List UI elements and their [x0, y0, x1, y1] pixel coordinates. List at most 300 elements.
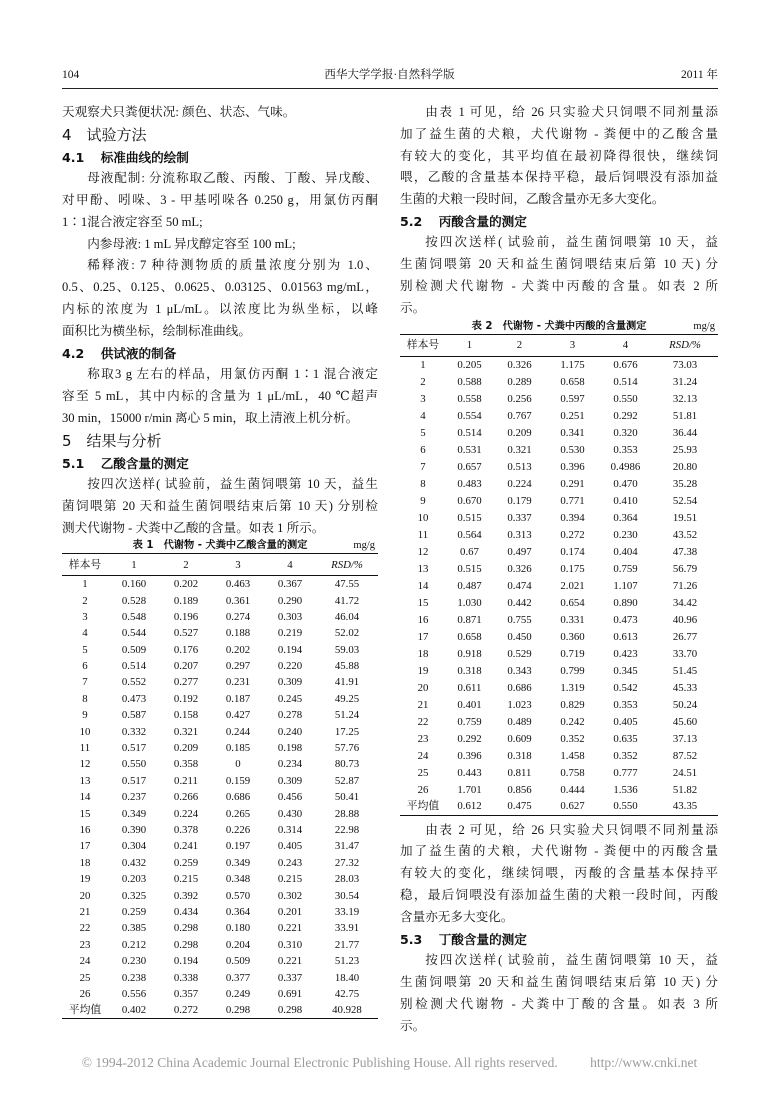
table-cell: 0.220 — [277, 660, 303, 673]
table-header-cell: RSD/% — [652, 334, 718, 356]
table-cell: 0.758 — [560, 766, 585, 779]
table-cell: 15 — [417, 596, 429, 609]
section-number: 4 — [62, 125, 72, 144]
table-cell: 0.234 — [277, 758, 303, 771]
text-line: 测犬代谢物 - 犬粪中乙酸的含量。如表 1 所示。 — [62, 520, 325, 535]
table-cell: 0.442 — [507, 596, 532, 609]
subsection-heading — [400, 211, 718, 233]
table-cell: 2 — [420, 375, 426, 388]
table-cell: 0.613 — [613, 630, 638, 643]
table-cell: 31.47 — [334, 840, 360, 853]
text-line: 稳，最后饲喂没有添加益生菌的犬粮一段时间，丙酸 — [400, 888, 718, 903]
table-cell: 22 — [79, 922, 91, 935]
table-header-cell: 2 — [493, 334, 546, 356]
table-cell: 0.318 — [507, 749, 532, 762]
table-cell: 0.197 — [225, 840, 251, 853]
table-cell: 0.402 — [108, 1002, 160, 1018]
table-cell: 15 — [79, 807, 91, 820]
table-row — [62, 887, 378, 903]
table-cell: 0.272 — [560, 528, 585, 541]
page-number: 104 — [62, 69, 80, 81]
table-cell: 46.04 — [334, 610, 360, 623]
table-cell: 0.527 — [173, 627, 199, 640]
table-cell: 0.326 — [507, 358, 532, 371]
table-cell: 0.240 — [277, 725, 303, 738]
table-cell: 33.70 — [672, 647, 698, 660]
table-cell: 0.423 — [613, 647, 638, 660]
table-cell: 37.13 — [672, 732, 698, 745]
table-cell: 0.194 — [277, 643, 303, 656]
table-header-cell: RSD/% — [316, 554, 378, 576]
table-caption-text: 表 1 代谢物 - 犬粪中乙酸含量的测定 — [132, 540, 308, 552]
table-cell: 0.189 — [173, 594, 199, 607]
table-row — [400, 713, 718, 730]
table-cell: 1.030 — [457, 596, 482, 609]
table-cell: 0.202 — [173, 578, 199, 591]
table-cell: 26 — [79, 987, 91, 1000]
table-cell: 0.349 — [121, 807, 147, 820]
table-cell: 0.474 — [507, 579, 532, 592]
table-cell: 36.44 — [672, 426, 698, 439]
table-cell: 42.75 — [334, 987, 360, 1000]
table-row — [62, 871, 378, 887]
table-cell: 0.676 — [613, 358, 638, 371]
table-row — [62, 822, 378, 838]
table-row — [400, 373, 718, 390]
table-cell: 3 — [82, 610, 88, 623]
table-cell: 41.91 — [334, 676, 360, 689]
table-cell: 25.93 — [672, 443, 698, 456]
table-cell: 0.353 — [613, 698, 638, 711]
table-cell: 50.24 — [672, 698, 698, 711]
table-cell: 0.158 — [173, 709, 199, 722]
table-caption-text: 表 2 代谢物 - 犬粪中丙酸的含量测定 — [471, 320, 647, 332]
table-cell: 0.320 — [613, 426, 638, 439]
table-row — [400, 696, 718, 713]
text-line: 喂，乙酸的含量基本保持平稳，最后饲喂没有添加益 — [400, 170, 718, 185]
table-cell: 7 — [82, 676, 88, 689]
subsection-number: 5.2 — [400, 213, 423, 229]
table-cell: 0.298 — [264, 1002, 316, 1018]
table-cell: 0.394 — [560, 511, 585, 524]
paragraph — [400, 950, 718, 1037]
table-cell: 47.55 — [334, 578, 360, 591]
table-header-cell: 1 — [108, 554, 160, 576]
table-header-cell: 2 — [160, 554, 212, 576]
table-cell: 3 — [420, 392, 426, 405]
table-cell: 0.427 — [225, 709, 251, 722]
table-cell: 0.215 — [277, 873, 303, 886]
table-cell: 0.410 — [613, 494, 638, 507]
table-cell: 50.41 — [334, 791, 360, 804]
table-cell: 0.224 — [507, 477, 532, 490]
table-cell: 0.799 — [560, 664, 585, 677]
table-row — [62, 740, 378, 756]
table-cell: 1.175 — [560, 358, 585, 371]
table-cell: 0.321 — [507, 443, 532, 456]
text-line: 加了益生菌的犬粮，犬代谢物 - 粪便中的乙酸含量 — [400, 126, 718, 141]
table-row — [62, 674, 378, 690]
table-cell: 18.40 — [334, 971, 360, 984]
table-cell: 0.456 — [277, 791, 303, 804]
table-cell: 1 — [82, 578, 88, 591]
table-cell: 0.529 — [507, 647, 532, 660]
table-header-row — [62, 554, 378, 576]
table-cell: 0.367 — [277, 578, 303, 591]
table-cell: 0.463 — [225, 578, 251, 591]
table-row — [62, 920, 378, 936]
footer-copyright: © 1994-2012 China Academic Journal Electronic Publishing House. All rights reserved. — [81, 1055, 558, 1070]
paragraph — [62, 474, 378, 539]
table-cell: 0.194 — [173, 955, 199, 968]
table-cell: 0.597 — [560, 392, 585, 405]
table-unit: mg/g — [353, 540, 375, 552]
table-cell: 0.530 — [560, 443, 585, 456]
table-row — [400, 611, 718, 628]
table-cell: 0.298 — [173, 938, 199, 951]
header-rule — [62, 88, 718, 89]
table-head — [400, 334, 718, 356]
table-row — [400, 747, 718, 764]
right-column — [400, 102, 718, 1037]
table-cell: 10 — [417, 511, 429, 524]
table-row — [62, 937, 378, 953]
table-cell: 52.54 — [672, 494, 698, 507]
table-cell: 13 — [79, 774, 91, 787]
text-line: 示。 — [400, 300, 426, 315]
table-cell: 0.243 — [277, 856, 303, 869]
table-cell: 23 — [417, 732, 429, 745]
text-line: 有较大的变化，其平均值在最初降得很快，继续饲 — [400, 148, 718, 163]
paragraph — [62, 255, 378, 342]
subsection-title: 标准曲线的绘制 — [100, 149, 189, 165]
subsection-number: 4.1 — [62, 149, 85, 165]
table-cell: 73.03 — [672, 358, 698, 371]
table-cell: 0.517 — [121, 774, 147, 787]
table-row — [62, 658, 378, 674]
table-row — [400, 492, 718, 509]
table-cell: 0.829 — [560, 698, 585, 711]
table-cell: 0.890 — [613, 596, 638, 609]
table-cell: 0.552 — [121, 676, 147, 689]
text-line: 按四次送样( 试验前，益生菌饲喂第 10 天，益生 — [87, 477, 378, 492]
table-cell: 0.432 — [121, 856, 147, 869]
table-cell: 0.259 — [121, 905, 147, 918]
table-cell: 6 — [82, 660, 88, 673]
table-cell: 0.497 — [507, 545, 532, 558]
table-cell: 0.179 — [507, 494, 532, 507]
table-cell: 0.204 — [225, 938, 251, 951]
journal-title: 西华大学学报·自然科学版 — [324, 69, 455, 81]
table-cell: 49.25 — [334, 692, 360, 705]
subsection-heading — [62, 453, 378, 475]
table-cell: 0.345 — [613, 664, 638, 677]
table-cell: 21.77 — [334, 938, 360, 951]
footer-url: http://www.cnki.net — [590, 1055, 698, 1070]
text-line: 按四次送样( 试验前，益生菌饲喂第 10 天，益 — [425, 953, 718, 968]
text-line: 称取3 g 左右的样品，用氯仿丙酮 1∶1 混合液定 — [87, 367, 378, 382]
table-cell: 0.514 — [457, 426, 482, 439]
table-cell: 0.430 — [277, 807, 303, 820]
table-cell: 0.188 — [225, 627, 251, 640]
table-caption — [400, 320, 718, 334]
table-cell: 16 — [417, 613, 429, 626]
table-cell: 0.358 — [173, 758, 199, 771]
table-header-cell: 样本号 — [400, 334, 446, 356]
table-cell: 0.205 — [457, 358, 482, 371]
table-cell: 0.187 — [225, 692, 251, 705]
table-cell: 0.231 — [225, 676, 251, 689]
table-row — [62, 609, 378, 625]
table-cell: 40.96 — [672, 613, 698, 626]
data-table — [400, 334, 718, 816]
table-cell: 0.266 — [173, 791, 199, 804]
table-cell: 41.72 — [334, 594, 360, 607]
table-cell: 59.03 — [334, 643, 360, 656]
table-row — [400, 662, 718, 679]
table-cell: 平均值 — [400, 798, 446, 815]
table-cell: 0.475 — [493, 798, 546, 815]
table-cell: 0.759 — [613, 562, 638, 575]
table-cell: 0.361 — [225, 594, 251, 607]
text-line: 内标的浓度为 1 μL/mL。以浓度比为纵坐标，以峰 — [62, 302, 378, 317]
table-cell: 0.277 — [173, 676, 199, 689]
table-cell: 0.338 — [173, 971, 199, 984]
table-cell: 0.514 — [613, 375, 638, 388]
table-cell: 0.244 — [225, 725, 251, 738]
table-cell: 0.759 — [457, 715, 482, 728]
table-cell: 0.274 — [225, 610, 251, 623]
left-column — [62, 102, 378, 1019]
table-cell: 0.544 — [121, 627, 147, 640]
table-cell: 0.396 — [560, 460, 585, 473]
table-cell: 0.313 — [507, 528, 532, 541]
table-cell: 0.230 — [121, 955, 147, 968]
table-row — [62, 642, 378, 658]
table-cell: 87.52 — [672, 749, 698, 762]
subsection-number: 5.1 — [62, 455, 85, 471]
table-cell: 0.918 — [457, 647, 482, 660]
table-cell: 0.221 — [277, 922, 303, 935]
table-cell: 0.196 — [173, 610, 199, 623]
table-cell: 11 — [417, 528, 429, 541]
table-cell: 0.215 — [173, 873, 199, 886]
table-row — [62, 805, 378, 821]
table-cell: 0.771 — [560, 494, 585, 507]
text-line: 按四次送样( 试验前，益生菌饲喂第 10 天，益 — [425, 235, 718, 250]
section-heading — [62, 430, 378, 453]
table-cell: 0.856 — [507, 783, 532, 796]
table-cell: 0.309 — [277, 676, 303, 689]
table-cell: 9 — [420, 494, 426, 507]
table-cell: 0.377 — [225, 971, 251, 984]
table-row — [400, 390, 718, 407]
table-cell: 0.202 — [225, 643, 251, 656]
table-cell: 0.297 — [225, 660, 251, 673]
table-cell: 0.588 — [457, 375, 482, 388]
table-cell: 0.767 — [507, 409, 532, 422]
page-footer — [0, 1054, 779, 1072]
table-cell: 0.242 — [560, 715, 585, 728]
table-cell: 1 — [420, 358, 426, 371]
table-cell: 0.483 — [457, 477, 482, 490]
table-cell: 8 — [420, 477, 426, 490]
table-row — [400, 475, 718, 492]
table-cell: 0.241 — [173, 840, 199, 853]
paragraph — [62, 364, 378, 429]
table-cell: 0.570 — [225, 889, 251, 902]
table-cell: 0.686 — [507, 681, 532, 694]
table-cell: 0.265 — [225, 807, 251, 820]
table-row — [400, 543, 718, 560]
subsection-heading — [62, 343, 378, 365]
table-cell: 0.755 — [507, 613, 532, 626]
text-line: 别检测犬代谢物 - 犬粪中丁酸的含量。如表 3 所 — [400, 996, 718, 1011]
table-cell: 1.023 — [507, 698, 532, 711]
table-cell: 4 — [82, 627, 88, 640]
table-row — [400, 679, 718, 696]
table-cell: 9 — [82, 709, 88, 722]
text-line: 生菌饲喂第 20 天和益生菌饲喂结束后第 10 天) 分 — [400, 974, 718, 989]
table-cell: 1.701 — [457, 783, 482, 796]
text-line: 30 min，15000 r/min 离心 5 min，取上清液上机分析。 — [62, 410, 359, 425]
table-body — [400, 356, 718, 815]
table-row — [62, 625, 378, 641]
table-row — [400, 407, 718, 424]
table-cell: 0.558 — [457, 392, 482, 405]
table-cell: 0.612 — [446, 798, 493, 815]
table-cell: 0.777 — [613, 766, 638, 779]
table-cell: 0.298 — [173, 922, 199, 935]
text-line: 0.5、0.25、0.125、0.0625、0.03125、0.01563 mg/mL， — [62, 280, 378, 295]
table-cell: 0.326 — [507, 562, 532, 575]
table-cell: 0.550 — [599, 798, 652, 815]
table-cell: 0.302 — [277, 889, 303, 902]
table-cell: 12 — [79, 758, 91, 771]
table-cell: 0.564 — [457, 528, 482, 541]
table-row — [400, 441, 718, 458]
table-cell: 0.251 — [560, 409, 585, 422]
data-table — [62, 553, 378, 1019]
table-cell: 80.73 — [334, 758, 360, 771]
text-line: 示。 — [400, 1018, 426, 1033]
table-cell: 0.385 — [121, 922, 147, 935]
table-cell: 1.107 — [613, 579, 638, 592]
table-row — [62, 953, 378, 969]
table-cell: 0.473 — [121, 692, 147, 705]
table-row — [62, 969, 378, 985]
table-cell: 0.658 — [457, 630, 482, 643]
table-row — [400, 577, 718, 594]
table-cell: 0.298 — [212, 1002, 264, 1018]
table-cell: 0.658 — [560, 375, 585, 388]
table-cell: 0.473 — [613, 613, 638, 626]
table-row — [62, 707, 378, 723]
table-cell: 0.396 — [457, 749, 482, 762]
table-cell: 51.82 — [672, 783, 698, 796]
subsection-title: 乙酸含量的测定 — [100, 455, 189, 471]
table-cell: 52.87 — [334, 774, 360, 787]
table-row — [400, 509, 718, 526]
table-cell: 20 — [417, 681, 429, 694]
text-line: 菌饲喂第 20 天和益生菌饲喂结束后第 10 天) 分别检 — [62, 498, 378, 513]
table-cell: 0.691 — [277, 987, 303, 1000]
table-cell: 21 — [79, 905, 91, 918]
table-row — [62, 691, 378, 707]
table-cell: 17.25 — [334, 725, 360, 738]
table-cell: 18 — [417, 647, 429, 660]
table-cell: 0.337 — [507, 511, 532, 524]
table-cell: 0.434 — [173, 905, 199, 918]
subsection-number: 5.3 — [400, 931, 423, 947]
table-cell: 0.230 — [613, 528, 638, 541]
table-cell: 0.352 — [613, 749, 638, 762]
table-cell: 4 — [420, 409, 426, 422]
table-cell: 17 — [79, 840, 91, 853]
table-cell: 21 — [417, 698, 429, 711]
table-cell: 0.554 — [457, 409, 482, 422]
table-cell: 0.444 — [560, 783, 585, 796]
table-cell: 0.310 — [277, 938, 303, 951]
table-cell: 0.556 — [121, 987, 147, 1000]
table-cell: 0.289 — [507, 375, 532, 388]
table-cell: 0.180 — [225, 922, 251, 935]
table-cell: 0.550 — [613, 392, 638, 405]
table-row — [62, 904, 378, 920]
table-row — [400, 798, 718, 815]
table-cell: 51.23 — [334, 955, 360, 968]
table-cell: 51.24 — [334, 709, 360, 722]
table-cell: 0.811 — [507, 766, 532, 779]
table-cell: 24.51 — [672, 766, 698, 779]
table-cell: 0.657 — [457, 460, 482, 473]
table-cell: 0.226 — [225, 824, 251, 836]
table-cell: 12 — [417, 545, 429, 558]
section-number: 5 — [62, 431, 72, 450]
table-cell: 16 — [79, 824, 91, 836]
text-line: 对甲酚、吲哚、3 - 甲基吲哚各 0.250 g，用氯仿丙酮 — [62, 193, 378, 208]
table-cell: 23 — [79, 938, 91, 951]
table-row — [400, 781, 718, 798]
subsection-title: 供试液的制备 — [100, 345, 177, 361]
table-cell: 56.79 — [672, 562, 698, 575]
table-row — [62, 592, 378, 608]
table-cell: 25 — [79, 971, 91, 984]
table-cell: 19.51 — [672, 511, 698, 524]
table-cell: 0.352 — [560, 732, 585, 745]
text-line: 母液配制: 分流称取乙酸、丙酸、丁酸、异戊酸、 — [87, 171, 378, 186]
table-cell: 51.45 — [672, 664, 698, 677]
table-cell: 0.309 — [277, 774, 303, 787]
table-cell: 0.175 — [560, 562, 585, 575]
table-header-cell: 3 — [546, 334, 599, 356]
table-cell: 33.19 — [334, 905, 360, 918]
table-cell: 0.871 — [457, 613, 482, 626]
table-cell: 0.514 — [121, 660, 147, 673]
table-cell: 11 — [79, 742, 91, 755]
table-cell: 5 — [420, 426, 426, 439]
table-row — [62, 986, 378, 1002]
table-cell: 0.357 — [173, 987, 199, 1000]
table-cell: 0.67 — [460, 545, 479, 558]
table-cell: 0.378 — [173, 824, 199, 836]
table-cell: 0.278 — [277, 709, 303, 722]
table-cell: 0.548 — [121, 610, 147, 623]
paragraph — [62, 168, 378, 233]
table-cell: 0.686 — [225, 791, 251, 804]
table-cell: 0.405 — [613, 715, 638, 728]
table-cell: 0.348 — [225, 873, 251, 886]
